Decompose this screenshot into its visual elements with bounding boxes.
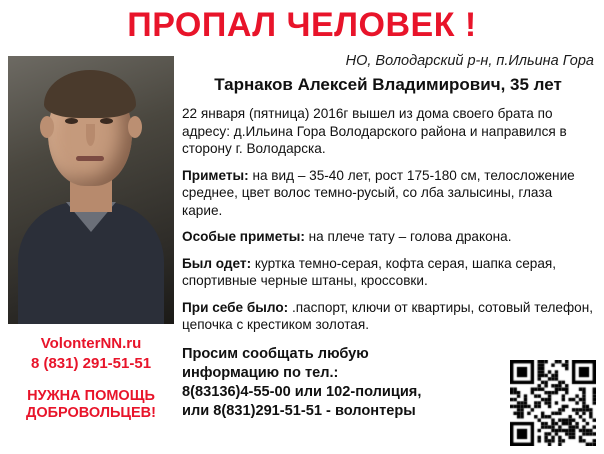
- photo-hair: [44, 70, 136, 118]
- help-line-2: ДОБРОВОЛЬЦЕВ!: [26, 405, 156, 421]
- section-belongings-label: При себе было:: [182, 299, 289, 315]
- left-column: [8, 56, 174, 422]
- volunteer-site-link[interactable]: VolonterNN.ru: [40, 335, 142, 352]
- section-features-label: Приметы:: [182, 167, 249, 183]
- section-special-features-label: Особые приметы:: [182, 229, 305, 244]
- section-clothing-text: куртка темно-серая, кофта серая, шапка серая, спортивные черные штаны, кроссовки.: [182, 255, 557, 288]
- section-special-features: [182, 228, 594, 246]
- appeal-line-1: Просим сообщать любую: [182, 345, 369, 362]
- qr-code-canvas: [510, 360, 596, 446]
- section-clothing: [182, 255, 594, 290]
- appeal-line-2: информацию по тел.:: [182, 364, 339, 381]
- page-title: ПРОПАЛ ЧЕЛОВЕК !: [127, 6, 477, 44]
- appeal-block: [182, 345, 482, 421]
- photo-ear-left: [40, 116, 54, 138]
- section-special-features-text: на плече тату – голова дракона.: [304, 229, 512, 244]
- qr-code[interactable]: [510, 360, 596, 446]
- person-name: Тарнаков Алексей Владимирович, 35 лет: [214, 75, 562, 94]
- appeal-line-4: или 8(831)291-51-51 - волонтеры: [182, 402, 416, 419]
- photo-nose: [86, 124, 95, 146]
- section-belongings-text: .паспорт, ключи от квартиры, сотовый телефон, цепочка с крестиком золотая.: [182, 299, 594, 332]
- section-clothing-label: Был одет:: [182, 255, 252, 271]
- photo-mouth: [76, 156, 104, 161]
- photo-ear-right: [128, 116, 142, 138]
- region-line: НО, Володарский р-н, п.Ильина Гора: [345, 53, 594, 69]
- appeal-line-3: 8(83136)4-55-00 или 102-полиция,: [182, 383, 422, 400]
- photo-eye-right: [100, 118, 113, 124]
- section-features-text: на вид – 35-40 лет, рост 175-180 см, телосложение среднее, цвет волос темно-русый, со лба залысины, глаза карие.: [182, 167, 575, 218]
- photo-eye-left: [65, 118, 78, 124]
- section-belongings: [182, 299, 594, 334]
- missing-person-photo: [8, 56, 174, 324]
- photo-brow-right: [99, 111, 115, 115]
- volunteer-phone: 8 (831) 291-51-51: [30, 355, 152, 372]
- photo-brow-left: [63, 111, 79, 115]
- help-line-1: НУЖНА ПОМОЩЬ: [27, 388, 155, 404]
- help-request: [8, 388, 174, 422]
- section-features: [182, 167, 594, 220]
- circumstances-text: 22 января (пятница) 2016г вышел из дома своего брата по адресу: д.Ильина Гора Володарского района и направился в сторону г. Володарска.: [182, 106, 567, 156]
